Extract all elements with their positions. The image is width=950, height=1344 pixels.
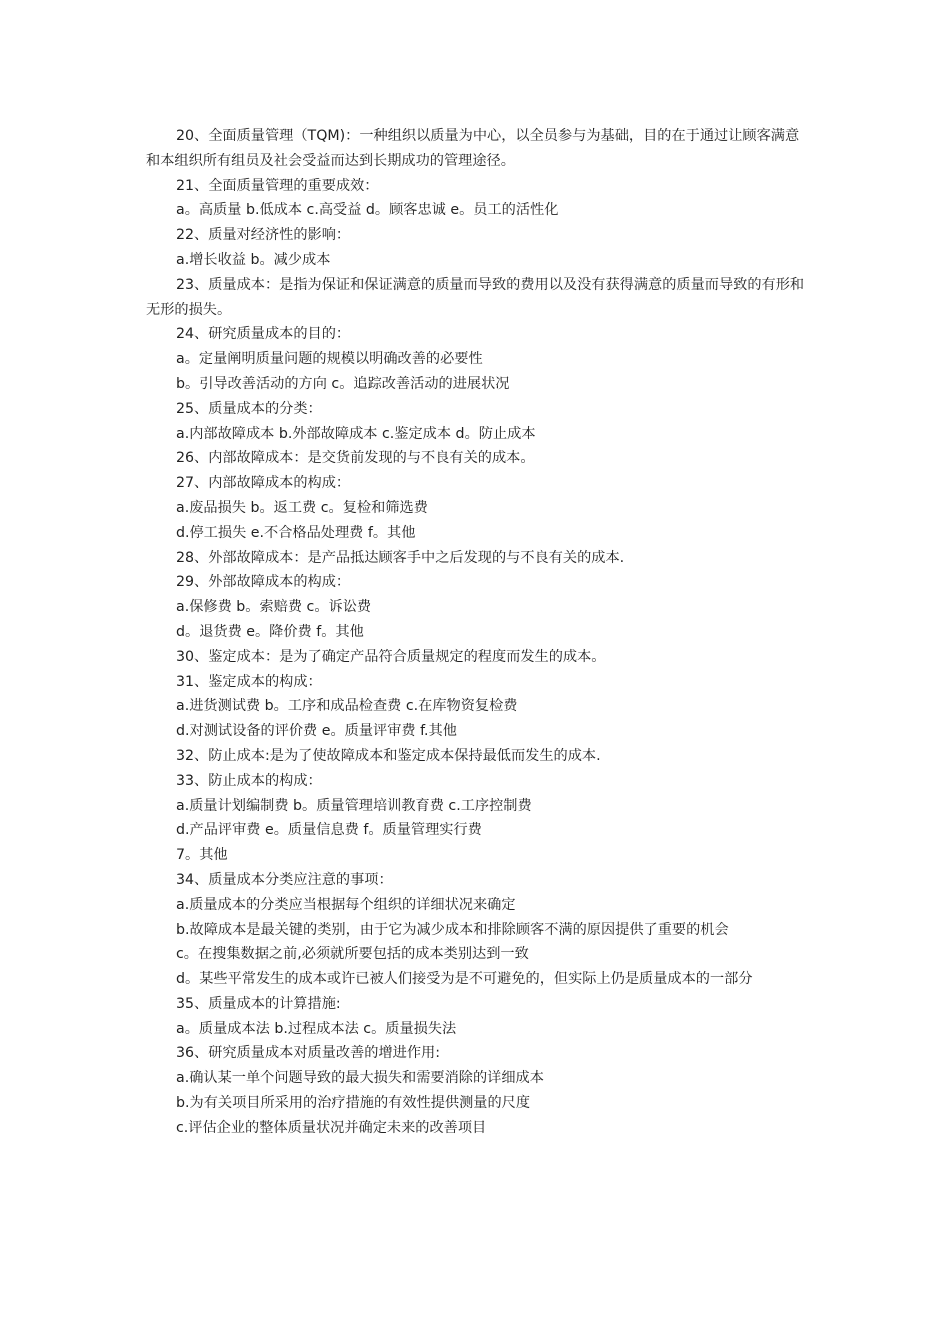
text-line: 7。其他: [176, 847, 228, 864]
text-line: 25、质量成本的分类：: [176, 400, 322, 417]
text-line: a.废品损失 b。返工费 c。复检和筛选费: [176, 499, 428, 516]
text-line: b.故障成本是最关键的类别，由于它为减少成本和排除顾客不满的原因提供了重要的机会: [176, 921, 729, 938]
text-line: 35、质量成本的计算措施:: [176, 995, 341, 1012]
text-line: d.对测试设备的评价费 e。质量评审费 f.其他: [176, 723, 457, 740]
text-line: 24、研究质量成本的目的：: [176, 326, 351, 343]
text-line: a.质量计划编制费 b。质量管理培训教育费 c.工序控制费: [176, 797, 532, 814]
text-line: 31、鉴定成本的构成：: [176, 673, 322, 690]
text-line: a.确认某一单个问题导致的最大损失和需要消除的详细成本: [176, 1070, 544, 1087]
text-line: 36、研究质量成本对质量改善的增进作用:: [176, 1045, 441, 1062]
text-line: a.内部故障成本 b.外部故障成本 c.鉴定成本 d。防止成本: [176, 425, 536, 442]
text-line: 27、内部故障成本的构成：: [176, 475, 351, 492]
text-line: d.停工损失 e.不合格品处理费 f。其他: [176, 524, 416, 541]
text-line: d。退货费 e。降价费 f。其他: [176, 623, 364, 640]
text-line: c.评估企业的整体质量状况并确定未来的改善项目: [176, 1119, 487, 1136]
text-line: a。定量阐明质量问题的规模以明确改善的必要性: [176, 351, 483, 368]
text-line: 23、质量成本：是指为保证和保证满意的质量而导致的费用以及没有获得满意的质量而导致的有形和无形的损失。: [146, 276, 805, 318]
text-line: d.产品评审费 e。质量信息费 f。质量管理实行费: [176, 822, 482, 839]
text-line: a。高质量 b.低成本 c.高受益 d。顾客忠诚 e。员工的活性化: [176, 202, 559, 219]
text-line: a.保修费 b。索赔费 c。诉讼费: [176, 599, 372, 616]
text-line: d。某些平常发生的成本或许已被人们接受为是不可避免的，但实际上仍是质量成本的一部分: [176, 971, 753, 988]
text-line: 26、内部故障成本：是交货前发现的与不良有关的成本。: [176, 450, 535, 467]
text-line: b。引导改善活动的方向 c。追踪改善活动的进展状况: [176, 375, 510, 392]
text-line: 29、外部故障成本的构成：: [176, 574, 351, 591]
text-line: 22、质量对经济性的影响：: [176, 227, 351, 244]
text-line: a.增长收益 b。减少成本: [176, 251, 331, 268]
document-page: [146, 124, 806, 1141]
text-line: 30、鉴定成本：是为了确定产品符合质量规定的程度而发生的成本。: [176, 648, 606, 665]
text-line: 28、外部故障成本：是产品抵达顾客手中之后发现的与不良有关的成本.: [176, 549, 625, 566]
text-line: a。质量成本法 b.过程成本法 c。质量损失法: [176, 1020, 457, 1037]
text-line: 32、防止成本:是为了使故障成本和鉴定成本保持最低而发生的成本.: [176, 747, 601, 764]
text-line: 33、防止成本的构成：: [176, 772, 322, 789]
text-line: a.进货测试费 b。工序和成品检查费 c.在库物资复检费: [176, 698, 518, 715]
text-line: 34、质量成本分类应注意的事项：: [176, 871, 393, 888]
text-line: b.为有关项目所采用的治疗措施的有效性提供测量的尺度: [176, 1095, 531, 1112]
text-line: 20、全面质量管理（TQM)：一种组织以质量为中心，以全员参与为基础，目的在于通过让顾客满意和本组织所有组员及社会受益而达到长期成功的管理途径。: [146, 128, 800, 169]
text-line: c。在搜集数据之前,必须就所要包括的成本类别达到一致: [176, 946, 529, 963]
text-line: a.质量成本的分类应当根据每个组织的详细状况来确定: [176, 896, 516, 913]
text-line: 21、全面质量管理的重要成效：: [176, 177, 379, 194]
